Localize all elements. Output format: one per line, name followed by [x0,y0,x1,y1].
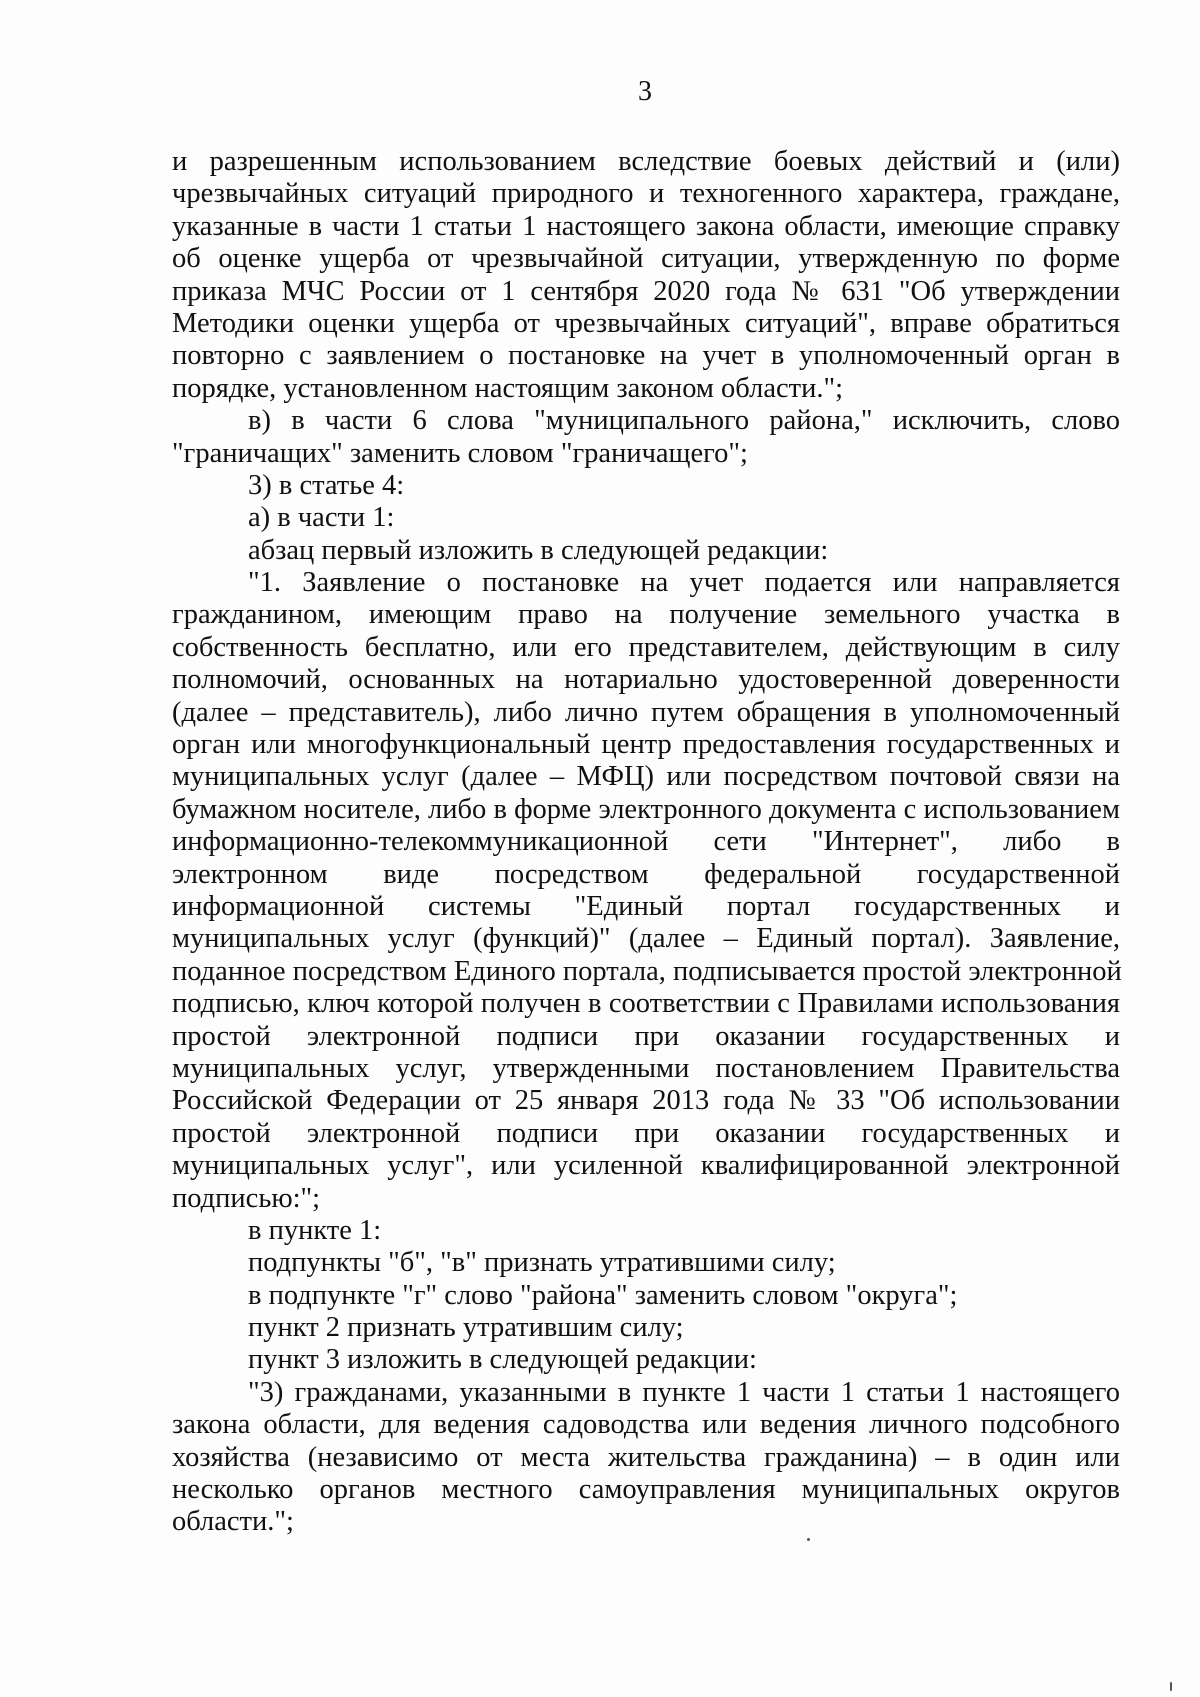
text-line: закона области, для ведения садоводства или ведения личного подсобного [172,1409,1120,1441]
text-line: бумажном носителе, либо в форме электронного документа с использованием [172,793,1120,825]
text-line: приказа МЧС России от 1 сентября 2020 года № 631 "Об утверждении [172,275,1120,307]
text-line: пункт 2 признать утратившим силу; [248,1312,684,1344]
text-line: "граничащих" заменить словом "граничащего"; [172,437,748,469]
text-line: информационно-телекоммуникационной сети "Интернет", либо в [172,826,1120,858]
scan-speck [1170,1682,1172,1691]
text-line: (далее – представитель), либо лично путем обращения в уполномоченный [172,696,1120,728]
text-line: орган или многофункциональный центр предоставления государственных и [172,729,1120,761]
text-line: в пункте 1: [248,1214,382,1246]
text-line: муниципальных услуг", или усиленной квалифицированной электронной [172,1150,1120,1182]
text-line: а) в части 1: [248,502,395,534]
text-line: простой электронной подписи при оказании государственных и [172,1117,1120,1149]
text-line: порядке, установленном настоящим законом области."; [172,372,844,404]
text-line: пункт 3 изложить в следующей редакции: [248,1344,757,1376]
text-line: несколько органов местного самоуправления муниципальных округов [172,1474,1120,1506]
page-number: 3 [638,76,652,107]
text-line: в подпункте "г" слово "района" заменить словом "округа"; [248,1279,958,1311]
text-line: чрезвычайных ситуаций природного и техногенного характера, граждане, [172,178,1120,210]
text-line: об оценке ущерба от чрезвычайной ситуации, утвержденную по форме [172,243,1120,275]
text-line: муниципальных услуг (далее – МФЦ) или посредством почтовой связи на [172,761,1120,793]
text-line: в) в части 6 слова "муниципального района," исключить, слово [248,405,1120,437]
text-line: гражданином, имеющим право на получение земельного участка в [172,599,1120,631]
text-line: подписью:"; [172,1182,321,1214]
text-line: подписью, ключ которой получен в соответствии с Правилами использования [172,988,1120,1020]
text-line: простой электронной подписи при оказании государственных и [172,1020,1120,1052]
scan-speck [807,1538,810,1541]
text-line: 3) в статье 4: [248,469,405,501]
text-line: "3) гражданами, указанными в пункте 1 части 1 статьи 1 настоящего [248,1376,1120,1408]
text-line: повторно с заявлением о постановке на учет в уполномоченный орган в [172,340,1120,372]
text-line: области."; [172,1506,294,1538]
text-line: полномочий, основанных на нотариально удостоверенной доверенности [172,664,1120,696]
text-line: и разрешенным использованием вследствие боевых действий и (или) [172,146,1120,177]
text-line: информационной системы "Единый портал государственных и [172,890,1120,922]
text-line: хозяйства (независимо от места жительства гражданина) – в один или [172,1441,1120,1473]
document-body [172,146,1120,1539]
text-line: муниципальных услуг, утвержденными постановлением Правительства [172,1052,1120,1084]
text-line: электронном виде посредством федеральной государственной [172,858,1120,890]
text-line: подпункты "б", "в" признать утратившими силу; [248,1247,836,1279]
text-line: собственность бесплатно, или его представителем, действующим в силу [172,631,1120,663]
text-line: поданное посредством Единого портала, подписывается простой электронной [172,955,1122,987]
text-line: муниципальных услуг (функций)" (далее – Единый портал). Заявление, [172,923,1120,955]
text-line: указанные в части 1 статьи 1 настоящего закона области, имеющие справку [172,210,1120,242]
text-line: Методики оценки ущерба от чрезвычайных ситуаций", вправе обратиться [172,307,1120,339]
text-line: Российской Федерации от 25 января 2013 года № 33 "Об использовании [172,1085,1120,1117]
text-line: "1. Заявление о постановке на учет подается или направляется [248,567,1120,599]
text-line: абзац первый изложить в следующей редакции: [248,534,829,566]
